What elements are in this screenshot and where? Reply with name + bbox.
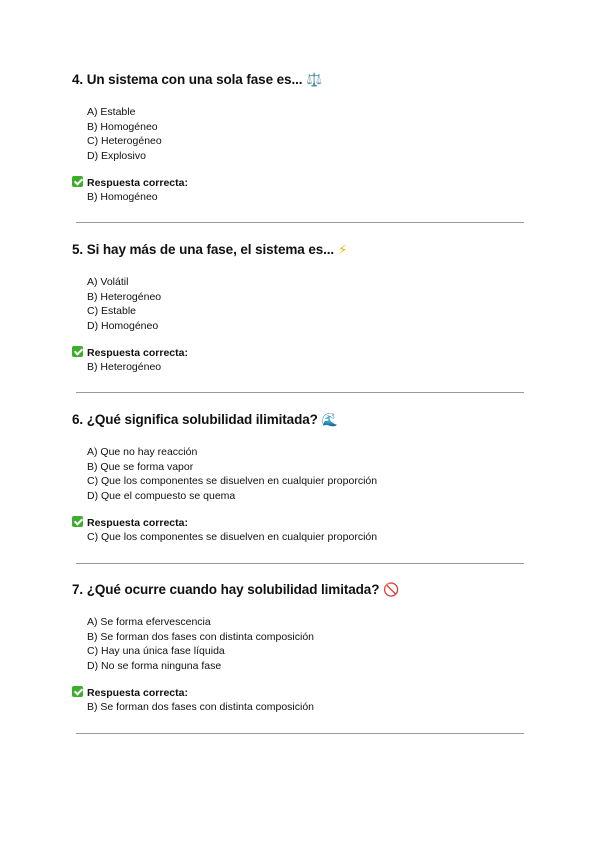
option-c: C) Hay una única fase líquida <box>87 645 225 658</box>
option-c: C) Estable <box>87 305 137 318</box>
answer-heading <box>72 516 524 530</box>
check-mark-icon <box>72 176 83 187</box>
question-title <box>72 70 524 90</box>
option-a: A) Que no hay reacción <box>87 446 198 458</box>
question-title <box>72 410 524 430</box>
option-b: B) Se forman dos fases con distinta composición <box>87 630 315 643</box>
question-title <box>72 580 524 600</box>
option-b: B) Heterogéneo <box>87 290 162 303</box>
prohibited-icon: 🚫 <box>383 582 400 597</box>
answer-heading <box>72 346 524 360</box>
option-b: B) Homogéneo <box>87 120 158 133</box>
check-mark-icon <box>72 516 83 527</box>
option-d: D) Homogéneo <box>87 319 159 332</box>
options-list <box>72 445 524 503</box>
wave-icon: 🌊 <box>321 412 338 427</box>
option-a: A) Volátil <box>87 276 129 288</box>
check-mark-icon <box>72 686 83 697</box>
options-list <box>72 105 524 163</box>
question-4 <box>72 70 524 204</box>
correct-answer: B) Heterogéneo <box>87 361 162 374</box>
options-list <box>72 615 524 673</box>
question-title-text: 4. Un sistema con una sola fase es... <box>72 72 303 87</box>
correct-answer: B) Homogéneo <box>87 191 158 204</box>
option-a: A) Estable <box>87 106 136 118</box>
option-c: C) Heterogéneo <box>87 135 162 148</box>
options-list <box>72 275 524 333</box>
option-b: B) Que se forma vapor <box>87 460 194 473</box>
option-d: D) No se forma ninguna fase <box>87 659 222 672</box>
check-mark-icon <box>72 346 83 357</box>
answer-label: Respuesta correcta: <box>87 177 188 190</box>
answer-heading <box>72 686 524 700</box>
answer-label: Respuesta correcta: <box>87 347 188 360</box>
balance-scale-icon: ⚖️ <box>306 72 323 87</box>
lightning-icon: ⚡ <box>338 242 348 257</box>
answer-label: Respuesta correcta: <box>87 517 188 530</box>
divider <box>76 563 524 564</box>
question-title-text: 7. ¿Qué ocurre cuando hay solubilidad limitada? <box>72 582 380 597</box>
question-title <box>72 240 524 260</box>
question-5 <box>72 240 524 374</box>
question-7 <box>72 580 524 714</box>
correct-answer: B) Se forman dos fases con distinta composición <box>87 701 315 714</box>
option-d: D) Explosivo <box>87 149 146 162</box>
option-d: D) Que el compuesto se quema <box>87 489 236 502</box>
divider <box>76 392 524 393</box>
question-6 <box>72 410 524 544</box>
correct-answer: C) Que los componentes se disuelven en cualquier proporción <box>87 531 378 544</box>
divider <box>76 222 524 223</box>
question-title-text: 6. ¿Qué significa solubilidad ilimitada? <box>72 412 318 427</box>
question-title-text: 5. Si hay más de una fase, el sistema es... <box>72 242 335 257</box>
option-a: A) Se forma efervescencia <box>87 616 211 628</box>
answer-label: Respuesta correcta: <box>87 687 188 700</box>
divider <box>76 733 524 734</box>
option-c: C) Que los componentes se disuelven en cualquier proporción <box>87 475 378 488</box>
answer-heading <box>72 176 524 190</box>
